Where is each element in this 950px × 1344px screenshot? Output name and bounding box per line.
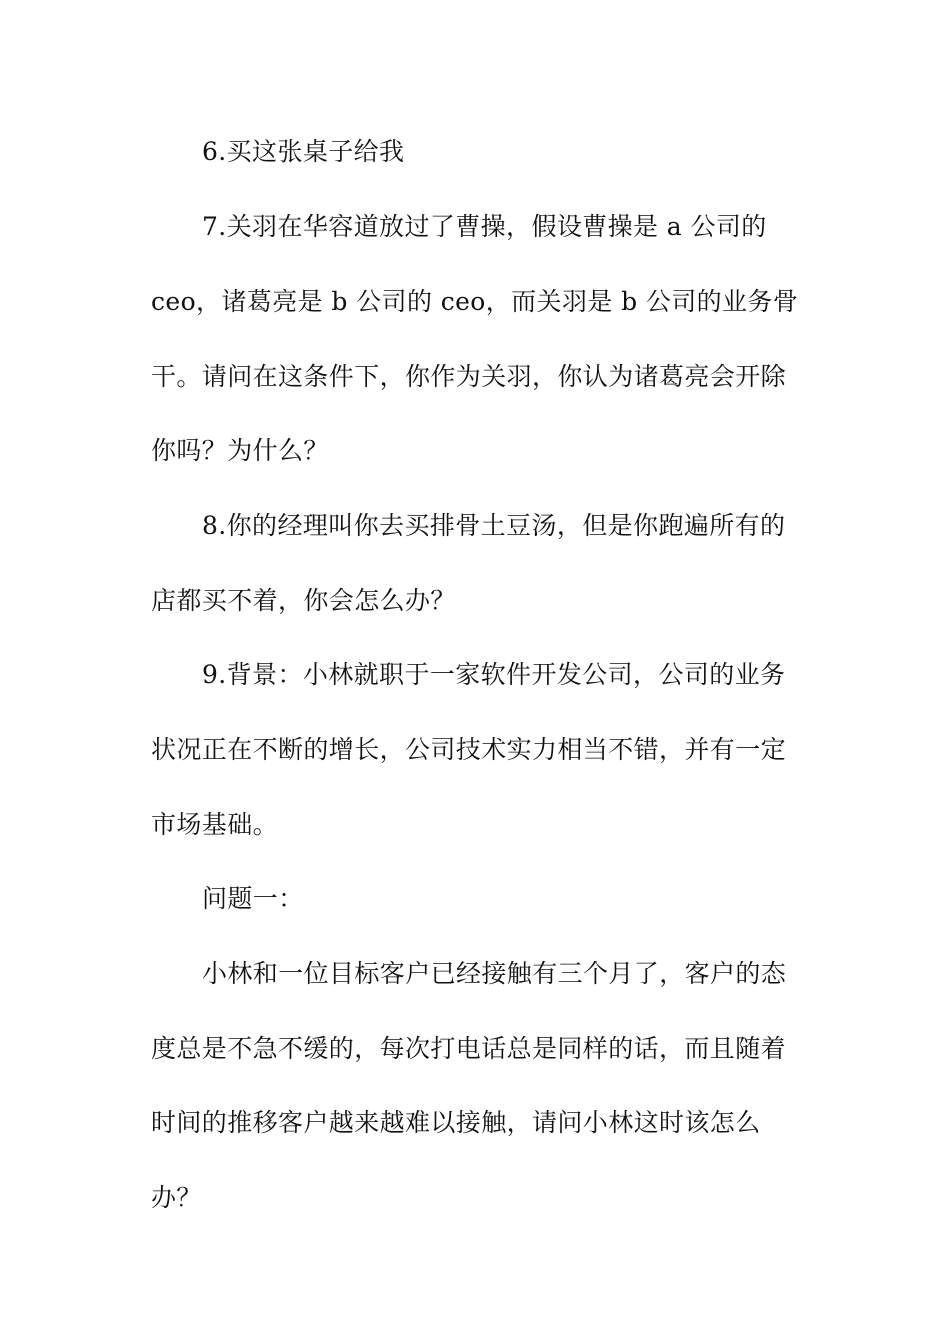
- question-7-line-4: 你吗？为什么？: [151, 436, 329, 465]
- question-6-line: 6.买这张桌子给我: [202, 137, 405, 166]
- question-8-line-2: 店都买不着，你会怎么办？: [151, 586, 456, 615]
- question-7-line-1: 7.关羽在华容道放过了曹操，假设曹操是 a 公司的: [202, 212, 767, 241]
- question-7-line-2: ceo，诸葛亮是 b 公司的 ceo，而关羽是 b 公司的业务骨: [151, 287, 799, 316]
- question-one-line-4: 办？: [151, 1183, 202, 1212]
- question-one-line-1: 小林和一位目标客户已经接触有三个月了，客户的态: [202, 959, 787, 988]
- question-7-line-3: 干。请问在这条件下，你作为关羽，你认为诸葛亮会开除: [151, 362, 787, 391]
- question-one-heading: 问题一：: [202, 884, 304, 913]
- question-9-line-2: 状况正在不断的增长，公司技术实力相当不错，并有一定: [151, 735, 787, 764]
- question-9-line-3: 市场基础。: [151, 810, 279, 839]
- question-9-line-1: 9.背景：小林就职于一家软件开发公司，公司的业务: [202, 660, 786, 689]
- question-one-line-2: 度总是不急不缓的，每次打电话总是同样的话，而且随着: [151, 1034, 787, 1063]
- question-one-line-3: 时间的推移客户越来越难以接触，请问小林这时该怎么: [151, 1108, 761, 1137]
- question-8-line-1: 8.你的经理叫你去买排骨土豆汤，但是你跑遍所有的: [202, 511, 786, 540]
